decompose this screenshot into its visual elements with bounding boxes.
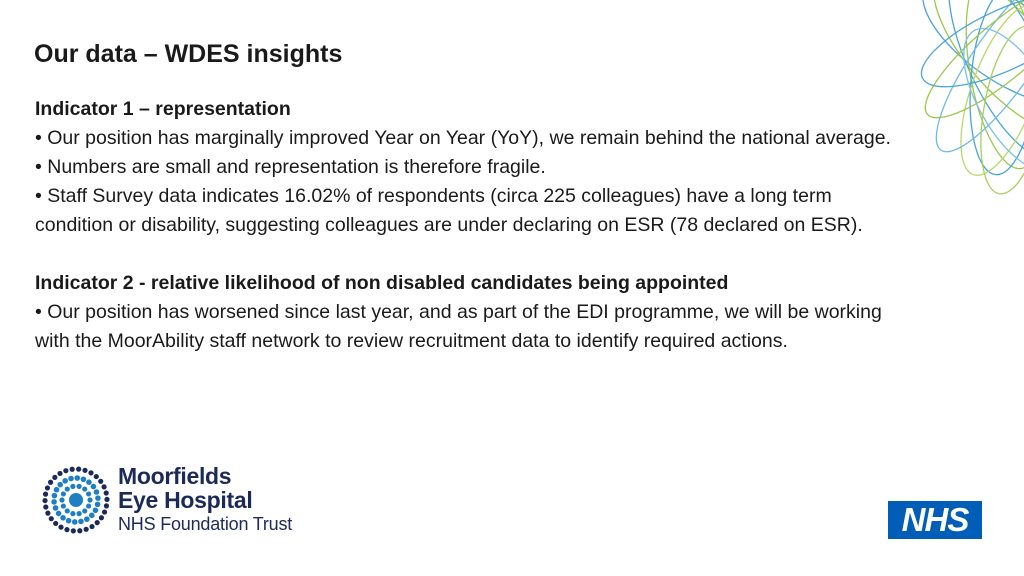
emblem-dot [86, 503, 91, 508]
emblem-dot [84, 527, 89, 532]
emblem-dot [43, 492, 48, 497]
emblem-dot [70, 511, 75, 516]
emblem-dot [77, 484, 82, 489]
emblem-dot [95, 502, 101, 508]
emblem-dot [63, 468, 68, 473]
indicator-1-bullet: • Numbers are small and representation is therefore fragile. [35, 156, 546, 178]
emblem-dot [65, 486, 70, 491]
emblem-dot [66, 518, 72, 524]
emblem-dot [52, 493, 58, 499]
page-title: Our data – WDES insights [34, 40, 343, 68]
emblem-dot [88, 470, 93, 475]
emblem-dot [104, 497, 109, 502]
emblem-dot [77, 511, 82, 516]
emblem-dot [89, 513, 95, 519]
emblem-dot [89, 524, 94, 529]
emblem-dot [101, 484, 106, 489]
emblem-dot [87, 497, 92, 502]
emblem-dot [42, 498, 47, 503]
moorfields-logo-text [118, 464, 292, 536]
spacer [35, 240, 915, 269]
moorfields-logo [40, 462, 340, 544]
emblem-dot [68, 476, 74, 482]
emblem-dot [74, 475, 80, 481]
emblem-dot [86, 479, 92, 485]
moorfields-eye-emblem-icon [40, 464, 112, 536]
emblem-dot [70, 467, 75, 472]
emblem-dot [57, 482, 63, 488]
emblem-dot [95, 495, 101, 501]
emblem-dot [61, 503, 66, 508]
indicator-2-bullet: • Our position has worsened since last year, and as part of the EDI programme, we will be working with the MoorAbility staff network to review recruitment data to identify required actions. [35, 301, 882, 352]
slide-body [35, 95, 915, 356]
emblem-dot [94, 474, 99, 479]
emblem-dot [53, 505, 59, 511]
indicator-1-heading: Indicator 1 – representation [35, 98, 291, 120]
emblem-dot [49, 516, 54, 521]
emblem-dot [62, 478, 68, 484]
emblem-dot [77, 528, 82, 533]
emblem-dot [84, 516, 90, 522]
indicator-1-bullet: • Staff Survey data indicates 16.02% of respondents (circa 225 colleagues) have a long term condition or disability, suggesting colleagues are under declaring on ESR (78 declared on ESR). [35, 185, 863, 236]
emblem-dot [78, 519, 84, 525]
emblem-dot [98, 479, 103, 484]
logo-line-2: Eye Hospital [118, 487, 253, 513]
emblem-dot [76, 467, 81, 472]
emblem-dot [43, 504, 48, 509]
emblem-dot [82, 468, 87, 473]
emblem-dot [72, 519, 78, 525]
emblem-dot [54, 487, 60, 493]
emblem-dot [86, 491, 91, 496]
emblem-dot [104, 503, 109, 508]
nhs-logo: NHS [888, 501, 982, 539]
emblem-dot [95, 520, 100, 525]
logo-line-3: NHS Foundation Trust [118, 514, 293, 534]
emblem-dot [45, 485, 50, 490]
emblem-dot [61, 491, 66, 496]
emblem-dot [82, 486, 87, 491]
emblem-dot [52, 475, 57, 480]
emblem-dot [82, 508, 87, 513]
emblem-dot [99, 515, 104, 520]
emblem-dot [94, 489, 100, 495]
emblem-dot [48, 480, 53, 485]
emblem-dot [71, 528, 76, 533]
emblem-dot [104, 490, 109, 495]
emblem-dot [70, 484, 75, 489]
emblem-dot [51, 499, 57, 505]
emblem-dot [102, 509, 107, 514]
logo-line-1: Moorfields [118, 463, 232, 489]
emblem-dot [93, 507, 99, 513]
emblem-dot [64, 527, 69, 532]
indicator-1-bullet: • Our position has marginally improved Year on Year (YoY), we remain behind the national average. [35, 127, 891, 149]
emblem-dot [53, 521, 58, 526]
emblem-dot [65, 508, 70, 513]
emblem-dot [91, 484, 97, 490]
emblem-dot [58, 525, 63, 530]
emblem-dot [81, 476, 87, 482]
emblem-dot [59, 497, 64, 502]
emblem-dot [57, 471, 62, 476]
emblem-dot [45, 511, 50, 516]
indicator-2-heading: Indicator 2 - relative likelihood of non disabled candidates being appointed [35, 272, 729, 294]
emblem-dot [56, 511, 62, 517]
emblem-dot [60, 515, 66, 521]
